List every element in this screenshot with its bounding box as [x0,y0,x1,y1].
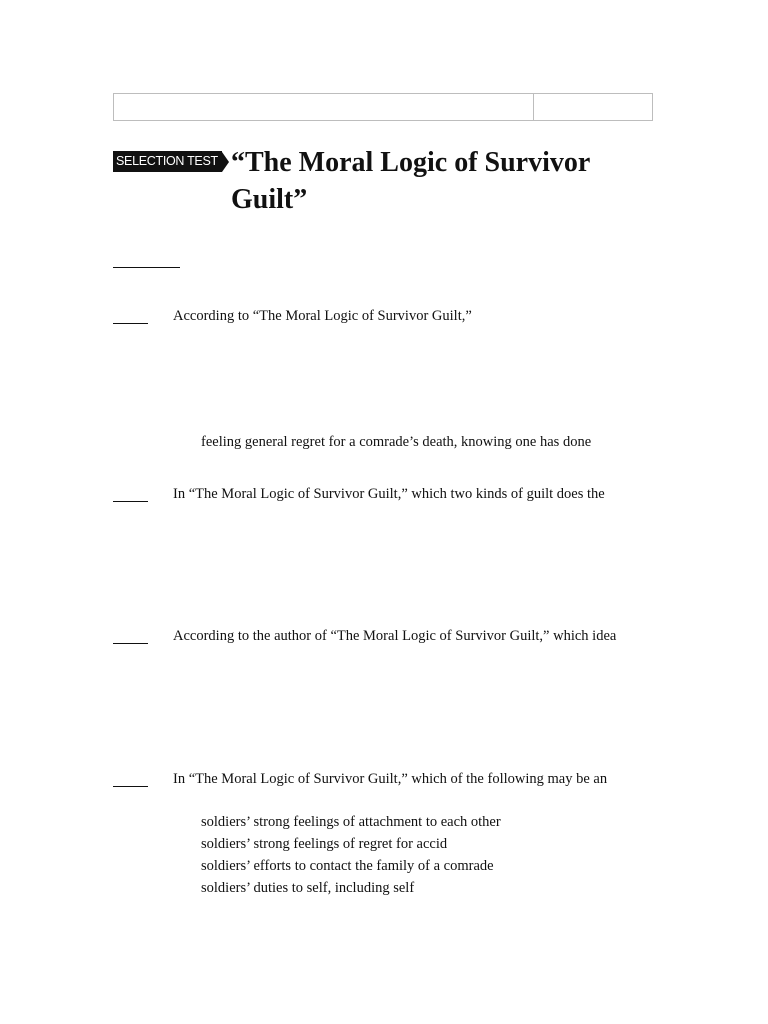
section-score-line [113,267,180,268]
page-title: “The Moral Logic of Survivor Guilt” [231,147,590,215]
question-1: According to “The Moral Logic of Survivor Guilt,” [173,308,472,324]
question-4-choice-1: soldiers’ strong feelings of attachment to each other [201,814,501,830]
selection-test-badge [113,151,229,172]
answer-blank-2[interactable] [113,501,148,502]
question-1-choice-1: feeling general regret for a comrade’s death, knowing one has done [201,434,592,450]
name-field[interactable] [114,94,534,120]
question-2: In “The Moral Logic of Survivor Guilt,” which two kinds of guilt does the [173,486,605,502]
question-4: In “The Moral Logic of Survivor Guilt,” which of the following may be an [173,771,608,787]
question-4-choice-2: soldiers’ strong feelings of regret for accid [201,836,448,852]
answer-blank-3[interactable] [113,643,148,644]
answer-blank-4[interactable] [113,786,148,787]
question-4-choice-3: soldiers’ efforts to contact the family of a comrade [201,858,494,874]
name-date-box [113,93,653,121]
badge-label: SELECTION TEST [113,151,222,172]
badge-arrow-icon [222,152,229,172]
answer-blank-1[interactable] [113,323,148,324]
question-3: According to the author of “The Moral Logic of Survivor Guilt,” which idea [173,628,617,644]
date-field[interactable] [534,94,652,120]
question-4-choice-4: soldiers’ duties to self, including self [201,880,415,896]
